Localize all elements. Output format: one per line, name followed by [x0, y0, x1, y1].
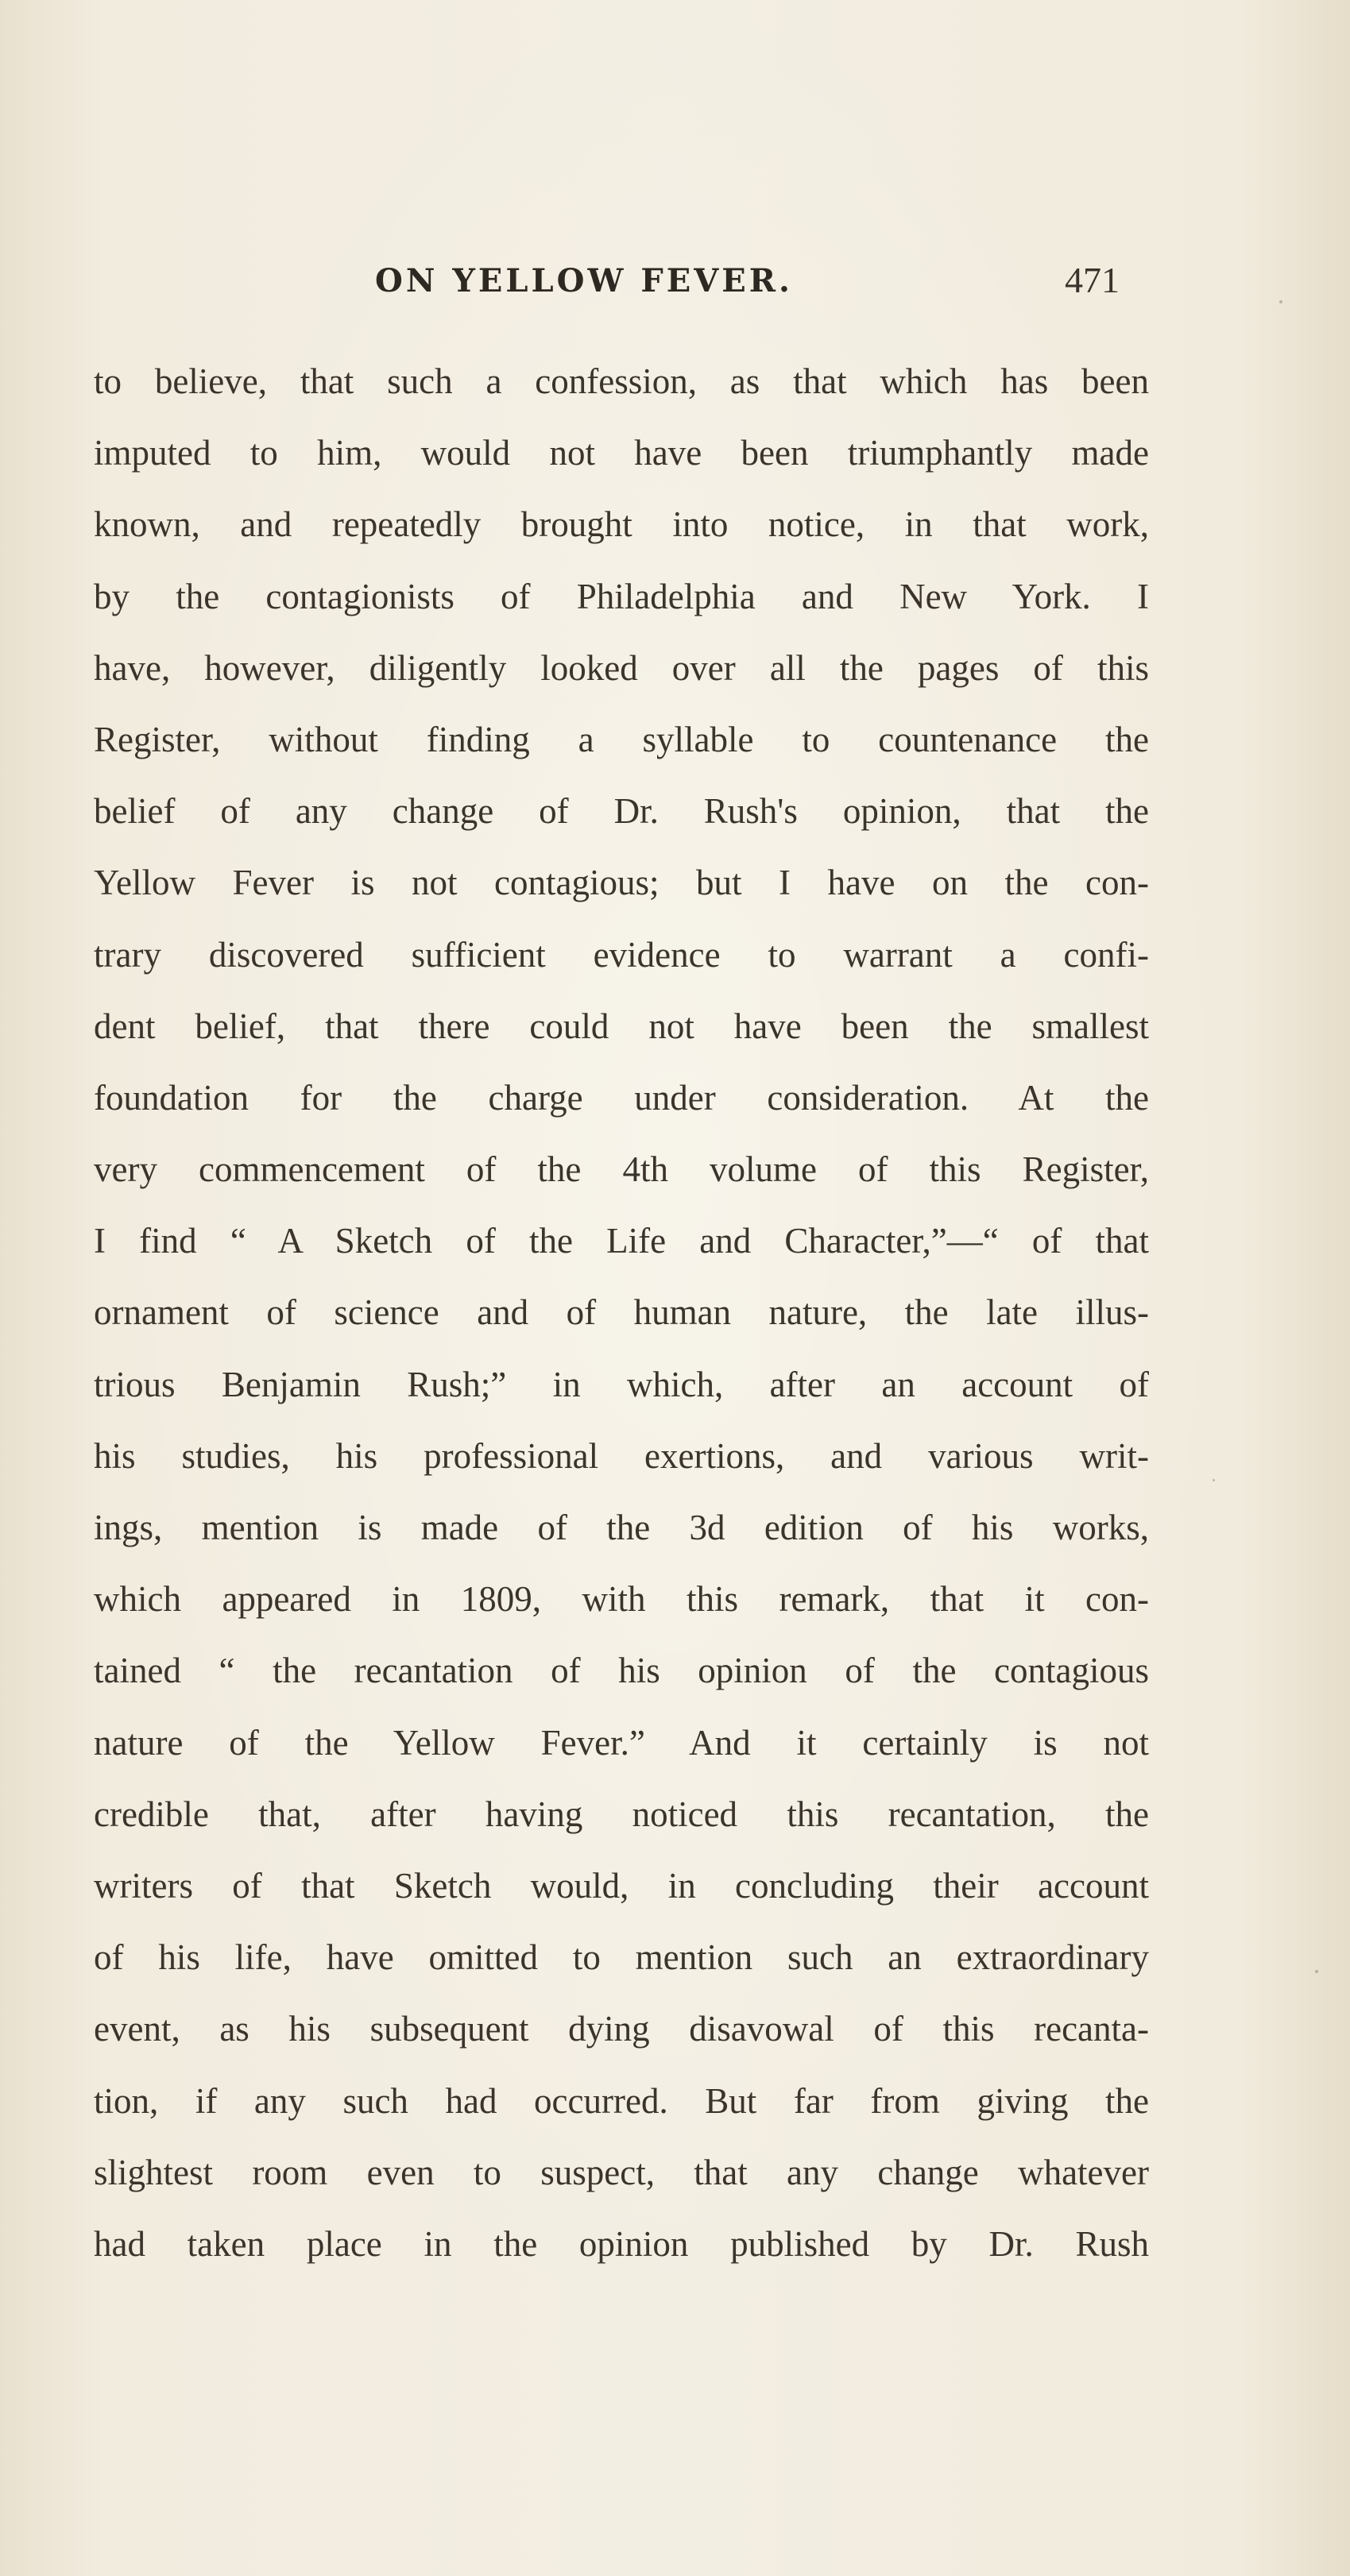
- text-line: ornament of science and of human nature, the late illus-: [94, 1292, 1149, 1333]
- text-line: slightest room even to suspect, that any change whatever: [94, 2152, 1149, 2192]
- text-line: event, as his subsequent dying disavowal of this recanta-: [94, 2009, 1149, 2049]
- text-line: Register, without finding a syllable to countenance the: [94, 719, 1149, 759]
- text-line: writers of that Sketch would, in concluding their account: [94, 1865, 1149, 1906]
- text-line: by the contagionists of Philadelphia and New York. I: [94, 576, 1149, 616]
- text-line: tained “ the recantation of his opinion of the contagious: [94, 1651, 1149, 1691]
- text-line: dent belief, that there could not have been the smallest: [94, 1006, 1149, 1046]
- text-line: have, however, diligently looked over all the pages of this: [94, 647, 1149, 688]
- text-line: had taken place in the opinion published by Dr. Rush: [94, 2223, 1149, 2264]
- text-line: trary discovered sufficient evidence to warrant a confi-: [94, 934, 1149, 975]
- text-line: to believe, that such a confession, as that which has been: [94, 361, 1149, 401]
- text-line: Yellow Fever is not contagious; but I have on the con-: [94, 863, 1149, 903]
- text-line: trious Benjamin Rush;” in which, after an account of: [94, 1364, 1149, 1404]
- text-line: which appeared in 1809, with this remark, that it con-: [94, 1579, 1149, 1620]
- page-number: 471: [1065, 260, 1120, 300]
- text-line: imputed to him, would not have been triumphantly made: [94, 433, 1149, 473]
- text-line: ings, mention is made of the 3d edition of his works,: [94, 1508, 1149, 1547]
- text-line: belief of any change of Dr. Rush's opinion, that the: [94, 791, 1149, 832]
- text-line: foundation for the charge under consideration. At the: [94, 1077, 1149, 1118]
- text-line: credible that, after having noticed this recantation, the: [94, 1794, 1149, 1834]
- paper-speck: [1213, 1479, 1215, 1481]
- text-line: of his life, have omitted to mention such an extraordinary: [94, 1937, 1149, 1978]
- body-text: [94, 346, 1149, 2280]
- paper-speck: [1279, 300, 1282, 303]
- running-head: [0, 262, 1350, 318]
- text-line: his studies, his professional exertions, and various writ-: [94, 1435, 1149, 1476]
- text-line: nature of the Yellow Fever.” And it certainly is not: [94, 1722, 1149, 1763]
- text-line: known, and repeatedly brought into notice, in that work,: [94, 504, 1149, 545]
- running-head-title: ON YELLOW FEVER.: [375, 262, 793, 299]
- text-line: very commencement of the 4th volume of this Register,: [94, 1149, 1149, 1190]
- text-line: tion, if any such had occurred. But far from giving the: [94, 2080, 1149, 2121]
- paper-speck: [1315, 1970, 1318, 1973]
- text-line: I find “ A Sketch of the Life and Character,”—“ of that: [94, 1221, 1149, 1261]
